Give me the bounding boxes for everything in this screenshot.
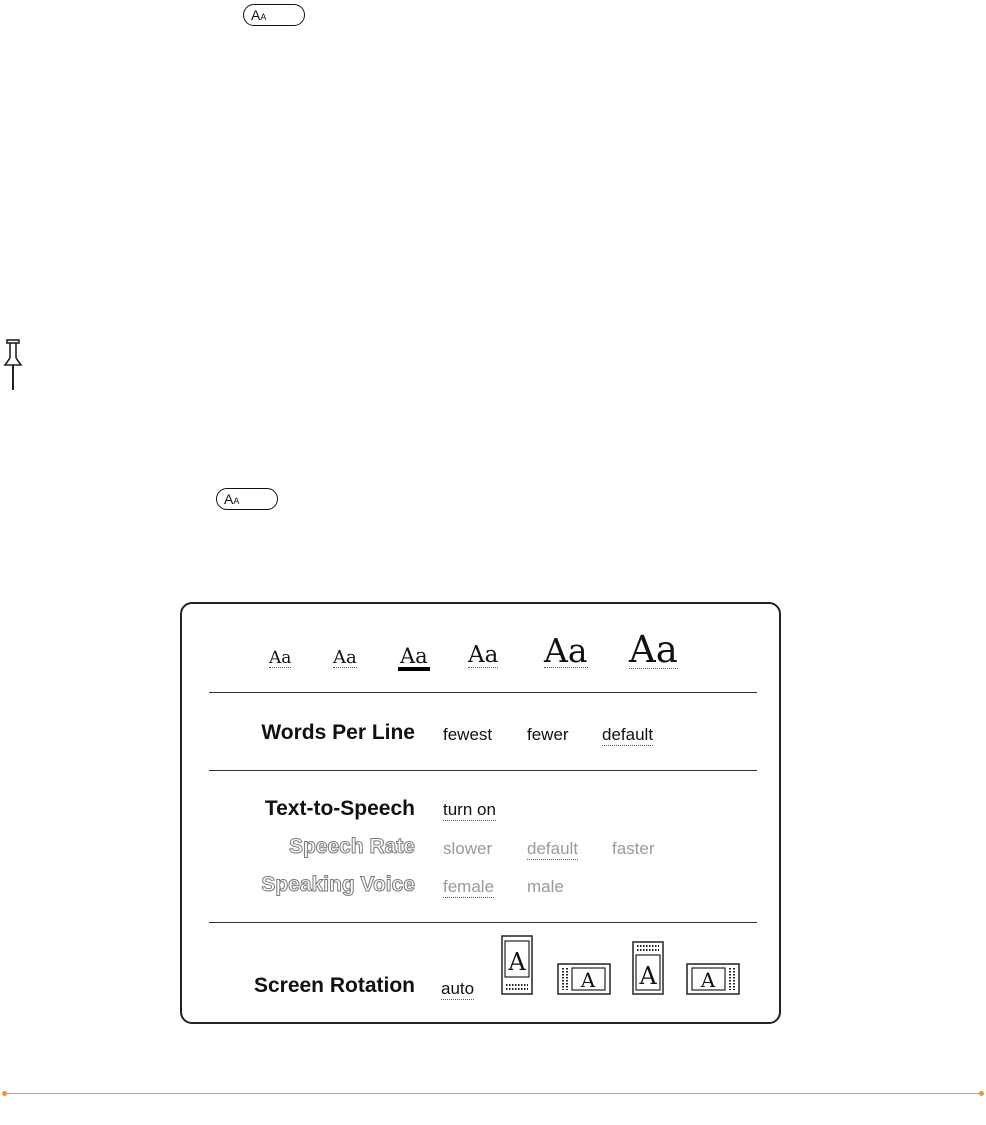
speaking-voice-female: female xyxy=(443,877,495,896)
speech-rate-label: Speech Rate xyxy=(288,835,415,858)
text-to-speech-turn-on[interactable]: turn on xyxy=(443,800,496,819)
text-settings-panel xyxy=(180,602,781,1024)
svg-text:A: A xyxy=(580,968,596,992)
font-size-option-1[interactable]: Aa xyxy=(269,648,292,668)
words-per-line-label: Words Per Line xyxy=(261,721,415,744)
font-size-option-2[interactable]: Aa xyxy=(333,647,357,668)
divider xyxy=(209,922,757,923)
screen-rotation-label: Screen Rotation xyxy=(253,974,415,997)
speaking-voice-male: male xyxy=(527,877,564,896)
portrait-icon[interactable] xyxy=(501,935,533,995)
speech-rate-faster: faster xyxy=(612,839,655,858)
page-divider-line xyxy=(5,1093,981,1094)
divider xyxy=(209,692,757,693)
landscape-left-icon[interactable] xyxy=(557,963,611,995)
svg-text:A: A xyxy=(639,962,657,990)
text-size-glyph: AA xyxy=(224,491,240,507)
landscape-right-icon[interactable] xyxy=(686,963,740,995)
pushpin-icon xyxy=(2,338,24,394)
font-size-option-4[interactable]: Aa xyxy=(468,642,499,668)
font-size-option-5[interactable]: Aa xyxy=(544,631,588,670)
speech-rate-default: default xyxy=(527,839,579,858)
screen-rotation-auto[interactable]: auto xyxy=(441,979,475,998)
words-per-line-fewest[interactable]: fewest xyxy=(443,725,493,744)
speaking-voice-label: Speaking Voice xyxy=(261,873,415,896)
font-size-option-6[interactable]: Aa xyxy=(629,628,678,671)
speech-rate-slower: slower xyxy=(443,839,493,858)
text-size-key-icon xyxy=(216,488,278,510)
font-size-option-3-selected[interactable]: Aa xyxy=(398,646,430,671)
svg-text:A: A xyxy=(508,948,526,976)
portrait-upside-icon[interactable] xyxy=(632,941,664,995)
divider xyxy=(209,770,757,771)
text-to-speech-label: Text-to-Speech xyxy=(264,797,415,820)
text-size-glyph: AA xyxy=(251,7,267,23)
words-per-line-fewer[interactable]: fewer xyxy=(527,725,569,744)
text-size-key-icon xyxy=(243,4,305,26)
svg-text:A: A xyxy=(700,968,716,992)
words-per-line-default[interactable]: default xyxy=(602,725,654,744)
